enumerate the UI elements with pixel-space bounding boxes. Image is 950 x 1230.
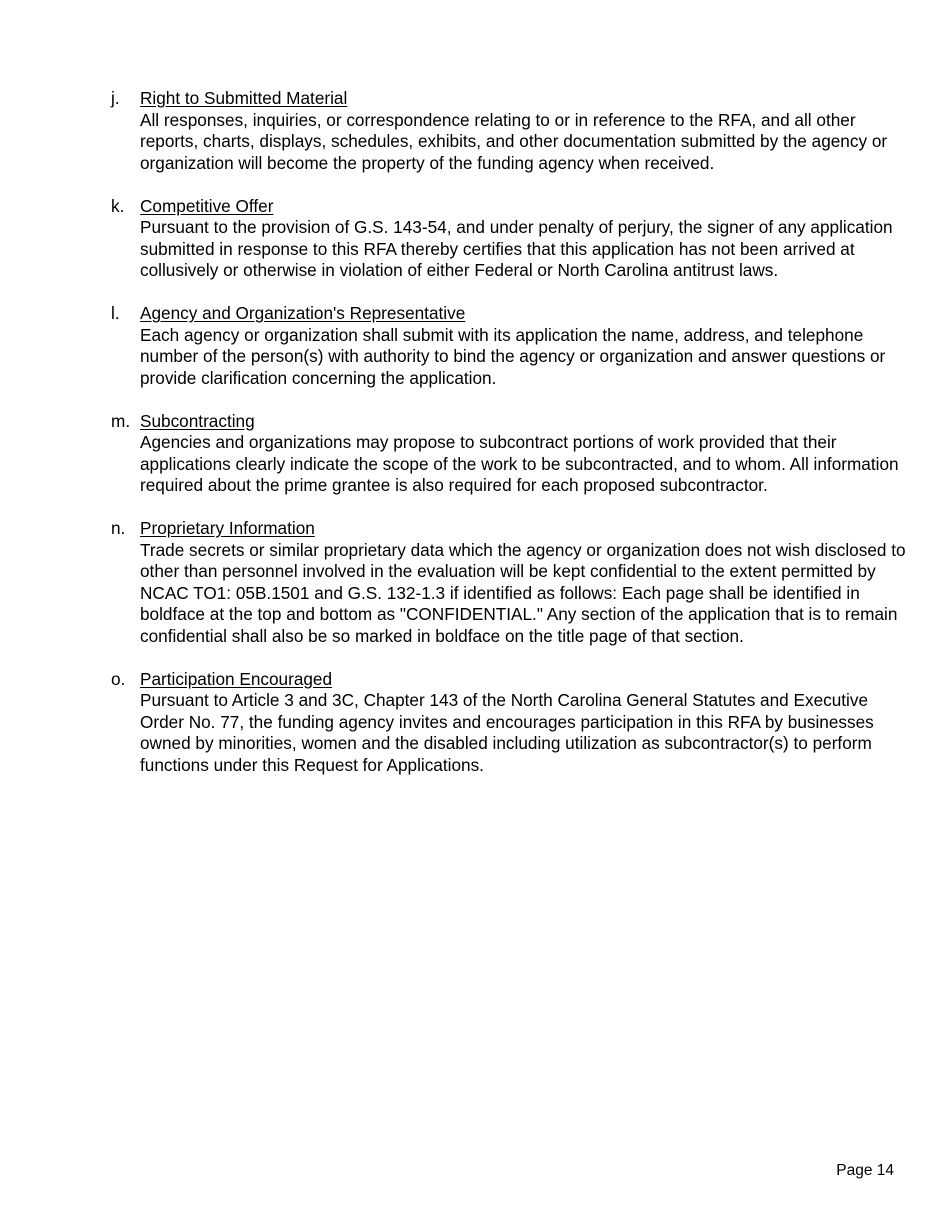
section-marker: k. (111, 195, 125, 216)
section-heading: Agency and Organization's Representative (140, 303, 466, 323)
section-n (111, 518, 911, 647)
section-body: All responses, inquiries, or correspondence relating to or in reference to the RFA, and all other reports, charts, displays, schedules, exhibits, and other documentation submitted by the agency or organization will become the property of the funding agency when received. (140, 109, 888, 173)
section-o (111, 669, 911, 777)
section-heading: Participation Encouraged (140, 668, 333, 689)
section-marker: m. (111, 410, 131, 431)
section-body: Trade secrets or similar proprietary data which the agency or organization does not wish disclosed to other than personnel involved in the evaluation will be kept confidential to the extent permitted by NCAC TO1: 05B.1501 and G.S. 132-1.3 if identified as follows: Each page shall be identified in boldface at the top and bottom as "CONFIDENTIAL." Any section of the application that is to remain confidential shall also be so marked in boldface on the title page of that section. (140, 539, 906, 646)
section-marker: l. (111, 303, 120, 323)
section-body: Pursuant to the provision of G.S. 143-54, and under penalty of perjury, the signer of any application submitted in response to this RFA thereby certifies that this application has not been arrived at collusively or otherwise in violation of either Federal or North Carolina antitrust laws. (140, 217, 893, 280)
section-j (111, 88, 911, 174)
page-number: Page 14 (836, 1162, 894, 1179)
section-body: Agencies and organizations may propose to subcontract portions of work provided that their applications clearly indicate the scope of the work to be subcontracted, and to whom. All information required about the prime grantee is also required for each proposed subcontractor. (140, 432, 899, 495)
section-marker: o. (111, 668, 126, 689)
section-heading: Right to Submitted Material (140, 88, 348, 108)
section-m (111, 411, 911, 497)
section-l (111, 303, 911, 389)
section-heading: Competitive Offer (140, 195, 274, 216)
section-k (111, 196, 911, 282)
section-marker: n. (111, 518, 126, 538)
section-heading: Proprietary Information (140, 518, 315, 538)
section-marker: j. (111, 88, 120, 108)
section-heading: Subcontracting (140, 410, 255, 431)
section-body: Each agency or organization shall submit with its application the name, address, and telephone number of the person(s) with authority to bind the agency or organization and answer questions or provide clarification concerning the application. (140, 324, 886, 388)
section-list (111, 88, 911, 798)
section-body: Pursuant to Article 3 and 3C, Chapter 143 of the North Carolina General Statutes and Executive Order No. 77, the funding agency invites and encourages participation in this RFA by businesses owned by minorities, women and the disabled including utilization as subcontractor(s) to perform functions under this Request for Applications. (140, 690, 874, 775)
